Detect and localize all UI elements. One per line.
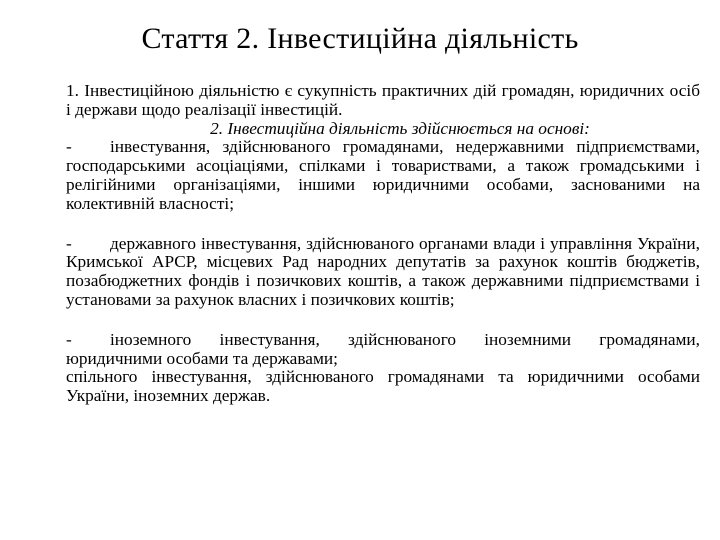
paragraph-2: 2. Інвестиційна діяльність здійснюється на основі: <box>210 118 590 138</box>
list-item-text: інвестування, здійснюваного громадянами, недержавними підприємствами, господарськими асоціаціями, спілками і товариствами, а також громадськими і релігійними організаціями, іншими юридичними особами, заснованими на колективній власності; <box>66 137 700 213</box>
list-item-text: іноземного інвестування, здійснюваного іноземними громадянами, юридичними особами та державами; <box>66 329 700 368</box>
list-item-private-investment <box>66 138 700 213</box>
dash-marker: - <box>66 329 72 349</box>
dash-marker: - <box>66 233 72 253</box>
list-item-text: державного інвестування, здійснюваного органами влади і управління України, Кримської АРСР, місцевих Рад народних депутатів за рахунок коштів бюджетів, позабюджетних фондів і позичкових коштів, а також державними підприємствами і установами за рахунок власних і позичкових коштів; <box>66 233 700 309</box>
spacer <box>66 214 700 235</box>
paragraph-1: 1. Інвестиційною діяльністю є сукупність практичних дій громадян, юридичних осіб і держави щодо реалізації інвестицій. <box>66 81 700 119</box>
list-item-state-investment <box>66 235 700 310</box>
spacer <box>66 310 700 331</box>
dash-marker: - <box>66 137 72 157</box>
slide-body <box>66 82 700 406</box>
list-item-foreign-investment <box>66 331 700 369</box>
list-item-joint-investment: спільного інвестування, здійснюваного громадянами та юридичними особами України, іноземних держав. <box>66 367 700 406</box>
slide-title: Стаття 2. Інвестиційна діяльність <box>141 22 579 55</box>
